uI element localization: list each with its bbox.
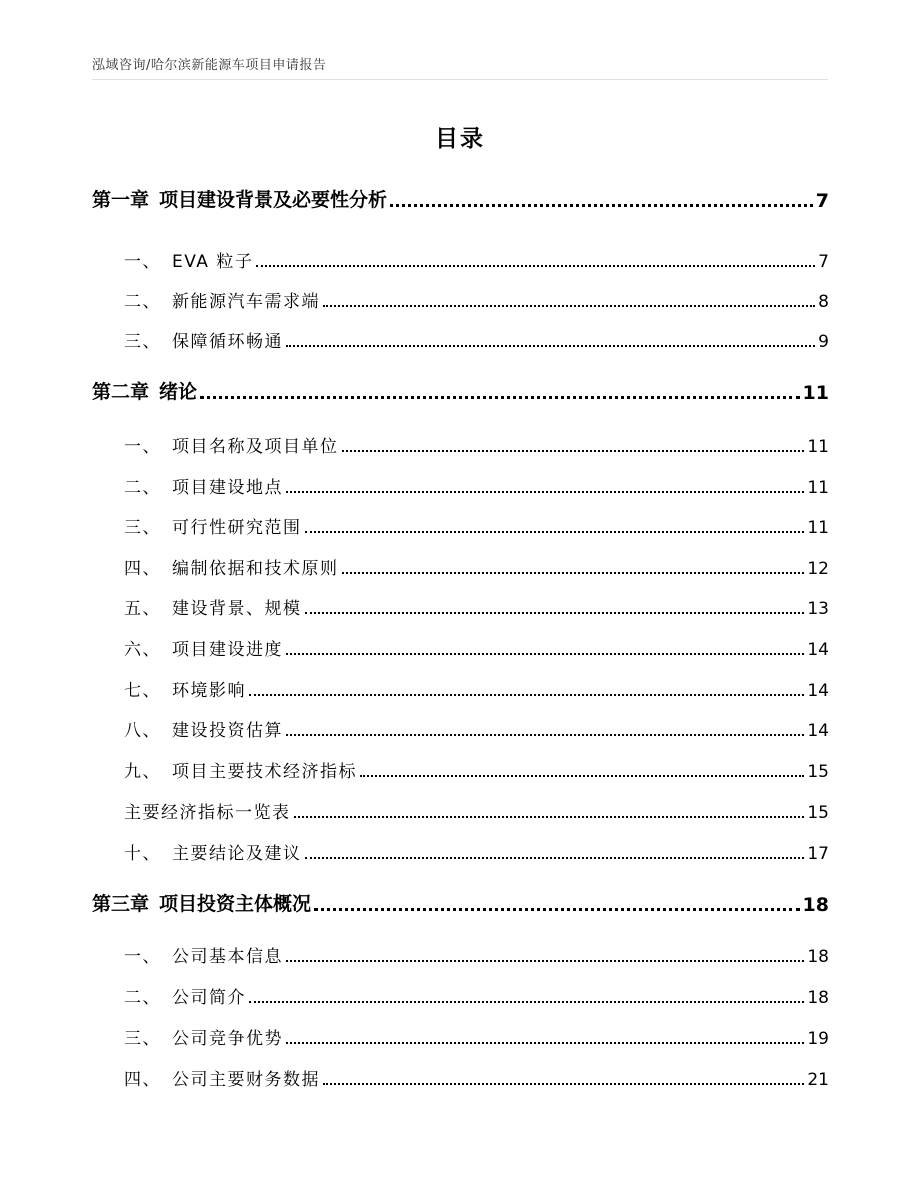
toc-page-number: 9: [818, 332, 829, 352]
toc-entry-number: 一、: [124, 947, 161, 967]
toc-page-number: 21: [807, 1070, 829, 1090]
running-header: 泓域咨询/哈尔滨新能源车项目申请报告: [92, 58, 327, 73]
toc-entry-title: 项目建设进度: [172, 640, 283, 660]
toc-entry-title: 主要经济指标一览表: [124, 803, 291, 823]
toc-leader-dots: [390, 204, 813, 207]
toc-leader-dots: [286, 1042, 804, 1044]
toc-entry[interactable]: [124, 635, 829, 660]
toc-entry-title: 公司简介: [172, 988, 246, 1008]
toc-page-number: 13: [807, 599, 829, 619]
toc-entry-number: 四、: [124, 559, 161, 579]
toc-leader-dots: [286, 653, 804, 655]
toc-entry[interactable]: [124, 432, 829, 457]
toc-page-number: 19: [807, 1029, 829, 1049]
page-title: 目录: [435, 126, 485, 152]
toc-chapter-number: 第一章: [92, 189, 150, 211]
toc-leader-dots: [314, 908, 800, 911]
toc-leader-dots: [286, 345, 815, 347]
toc-leader-dots: [256, 265, 815, 267]
toc-chapter-number: 第三章: [92, 893, 150, 915]
toc-entry[interactable]: [124, 513, 829, 538]
toc-entry[interactable]: [124, 839, 829, 864]
toc-chapter-title: 项目投资主体概况: [159, 893, 312, 915]
toc-page-number: 7: [818, 252, 829, 272]
toc-entry-title: 主要结论及建议: [172, 844, 302, 864]
toc-entry[interactable]: [124, 757, 829, 782]
toc-leader-dots: [323, 1083, 804, 1085]
toc-entry[interactable]: [124, 716, 829, 741]
toc-entry-number: 三、: [124, 332, 161, 352]
toc-entry-title: 公司竞争优势: [172, 1029, 283, 1049]
toc-leader-dots: [249, 694, 804, 696]
toc-chapter-title: 绪论: [159, 381, 198, 403]
toc-entry-title: 建设投资估算: [172, 721, 283, 741]
toc-entry[interactable]: [124, 287, 829, 312]
toc-page-number: 18: [807, 988, 829, 1008]
toc-entry[interactable]: [124, 798, 829, 823]
header-divider: [92, 79, 828, 80]
toc-page-number: 17: [807, 844, 829, 864]
toc-leader-dots: [342, 450, 805, 452]
toc-page-number: 15: [807, 803, 829, 823]
toc-entry-title: 编制依据和技术原则: [172, 559, 339, 579]
toc-page-number: 7: [815, 190, 829, 212]
toc-leader-dots: [249, 1001, 804, 1003]
toc-entry-number: 四、: [124, 1070, 161, 1090]
toc-page-number: 11: [807, 478, 829, 498]
toc-entry[interactable]: [124, 676, 829, 701]
toc-entry-title: 新能源汽车需求端: [172, 292, 320, 312]
toc-entry[interactable]: [124, 247, 829, 272]
toc-leader-dots: [360, 775, 804, 777]
toc-entry-title: 保障循环畅通: [172, 332, 283, 352]
toc-entry-title: 公司主要财务数据: [172, 1070, 320, 1090]
toc-entry[interactable]: [124, 1024, 829, 1049]
toc-entry-number: 七、: [124, 681, 161, 701]
toc-entry-number: 十、: [124, 844, 161, 864]
toc-leader-dots: [286, 734, 804, 736]
toc-entry-number: 二、: [124, 292, 161, 312]
toc-entry-title: 项目建设地点: [172, 478, 283, 498]
toc-entry-title: 可行性研究范围: [172, 518, 302, 538]
toc-page-number: 11: [807, 437, 829, 457]
toc-entry-number: 六、: [124, 640, 161, 660]
toc-leader-dots: [323, 305, 815, 307]
toc-page-number: 18: [807, 947, 829, 967]
toc-entry-title: 环境影响: [172, 681, 246, 701]
toc-entry-title: 建设背景、规模: [172, 599, 302, 619]
toc-leader-dots: [342, 572, 805, 574]
toc-leader-dots: [286, 960, 804, 962]
toc-entry[interactable]: [124, 983, 829, 1008]
toc-entry[interactable]: [124, 594, 829, 619]
toc-page-number: 14: [807, 721, 829, 741]
toc-chapter-number: 第二章: [92, 381, 150, 403]
toc-entry-number: 一、: [124, 437, 161, 457]
toc-entry-number: 三、: [124, 1029, 161, 1049]
toc-leader-dots: [200, 396, 800, 399]
toc-leader-dots: [294, 816, 805, 818]
toc-entry-number: 一、: [124, 252, 161, 272]
toc-page-number: 15: [807, 762, 829, 782]
toc-entry-number: 九、: [124, 762, 161, 782]
toc-chapter-2[interactable]: [92, 377, 829, 404]
toc-leader-dots: [286, 491, 804, 493]
toc-entry-number: 三、: [124, 518, 161, 538]
toc-entry-title: 项目主要技术经济指标: [172, 762, 357, 782]
toc-entry-title: EVA 粒子: [172, 252, 254, 272]
toc-chapter-title: 项目建设背景及必要性分析: [159, 189, 388, 211]
toc-entry[interactable]: [124, 942, 829, 967]
toc-page-number: 18: [802, 894, 829, 916]
toc-page-number: 11: [807, 518, 829, 538]
toc-entry[interactable]: [124, 327, 829, 352]
toc-page-number: 11: [802, 382, 829, 404]
toc-page-number: 14: [807, 640, 829, 660]
toc-entry-title: 项目名称及项目单位: [172, 437, 339, 457]
toc-entry-number: 二、: [124, 988, 161, 1008]
toc-page-number: 8: [818, 292, 829, 312]
toc-entry[interactable]: [124, 473, 829, 498]
toc-chapter-1[interactable]: [92, 185, 829, 212]
toc-entry-title: 公司基本信息: [172, 947, 283, 967]
toc-entry[interactable]: [124, 1065, 829, 1090]
toc-page-number: 12: [807, 559, 829, 579]
toc-page-number: 14: [807, 681, 829, 701]
toc-entry-number: 五、: [124, 599, 161, 619]
toc-leader-dots: [305, 857, 805, 859]
toc-entry[interactable]: [124, 554, 829, 579]
toc-leader-dots: [305, 612, 805, 614]
toc-leader-dots: [305, 531, 805, 533]
toc-entry-number: 八、: [124, 721, 161, 741]
toc-entry-number: 二、: [124, 478, 161, 498]
toc-chapter-3[interactable]: [92, 889, 829, 916]
